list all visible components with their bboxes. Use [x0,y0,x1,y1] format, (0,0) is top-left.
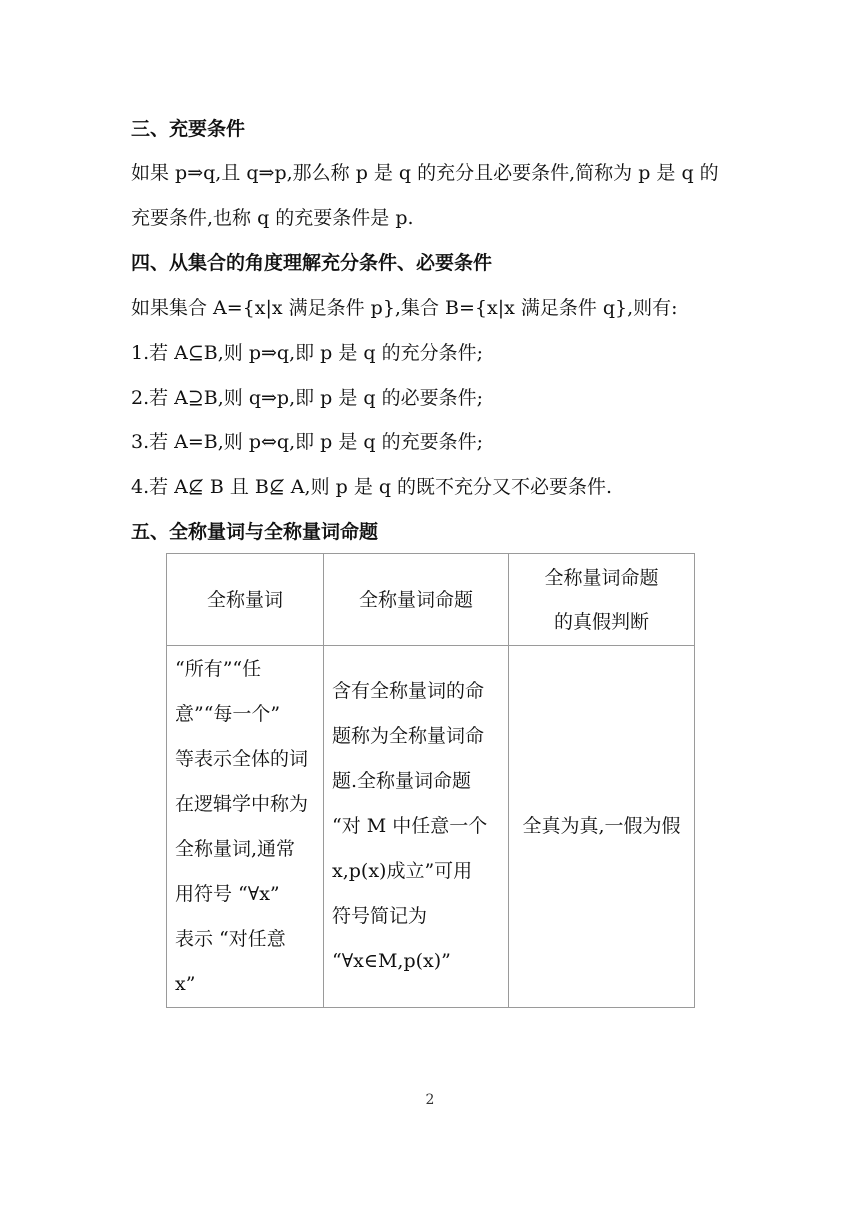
section-4-item-4: 4.若 A⊈ B 且 B⊈ A,则 p 是 q 的既不充分又不必要条件. [131,476,613,498]
section-4-item-2: 2.若 A⊇B,则 q⇒p,即 p 是 q 的必要条件; [131,387,484,409]
section-4-item-3: 3.若 A=B,则 p⇔q,即 p 是 q 的充要条件; [131,431,484,453]
cell-text-line: 全称量词命题 [544,566,659,589]
cell-text-line: 含有全称量词的命 [332,680,485,702]
cell-text-line: x” [175,972,196,995]
header-cell-proposition [324,554,509,646]
cell-text-line: 的真假判断 [553,610,649,633]
cell-text-line: 等表示全体的词 [175,747,309,770]
cell-text-line: x,p(x)成立”可用 [332,860,473,882]
cell-text-line: 全称量词,通常 [175,837,296,860]
cell-text-line: 表示 “对任意 [175,927,286,950]
cell-text-line: 全真为真,一假为假 [522,815,681,837]
header-cell-quantifier [167,554,324,646]
page-number: 2 [425,1092,435,1108]
cell-text-line: “对 M 中任意一个 [332,815,488,837]
cell-text-line: 在逻辑学中称为 [175,792,309,815]
cell-text-line: 全称量词 [206,588,283,611]
section-3-heading: 三、充要条件 [131,118,246,140]
section-4-intro: 如果集合 A={x|x 满足条件 p},集合 B={x|x 满足条件 q},则有: [131,297,678,319]
section-5-heading: 五、全称量词与全称量词命题 [131,521,379,543]
section-4-item-1: 1.若 A⊆B,则 p⇒q,即 p 是 q 的充分条件; [131,342,484,364]
section-3-paragraph-line-1: 如果 p⇒q,且 q⇒p,那么称 p 是 q 的充分且必要条件,简称为 p 是 q 的 [131,162,719,184]
cell-text-line: 题.全称量词命题 [332,770,472,792]
cell-text-line: 意”“每一个” [175,702,281,725]
section-3-paragraph-line-2: 充要条件,也称 q 的充要条件是 p. [131,207,414,229]
table-row [167,646,695,1008]
cell-text-line: “∀x∈M,p(x)” [332,950,451,972]
table-header-row [167,554,695,646]
cell-text-line: 用符号 “∀x” [175,882,280,905]
cell-truth-rule [509,646,695,1008]
section-4-heading: 四、从集合的角度理解充分条件、必要条件 [131,252,493,274]
cell-text-line: “所有”“任 [175,657,262,680]
universal-quantifier-table [166,553,695,1008]
cell-quantifier-definition [167,646,324,1008]
header-cell-truth-judgment [509,554,695,646]
cell-proposition-definition [324,646,509,1008]
cell-text-line: 全称量词命题 [358,588,473,611]
cell-text-line: 题称为全称量词命 [332,725,485,747]
cell-text-line: 符号简记为 [332,905,428,927]
